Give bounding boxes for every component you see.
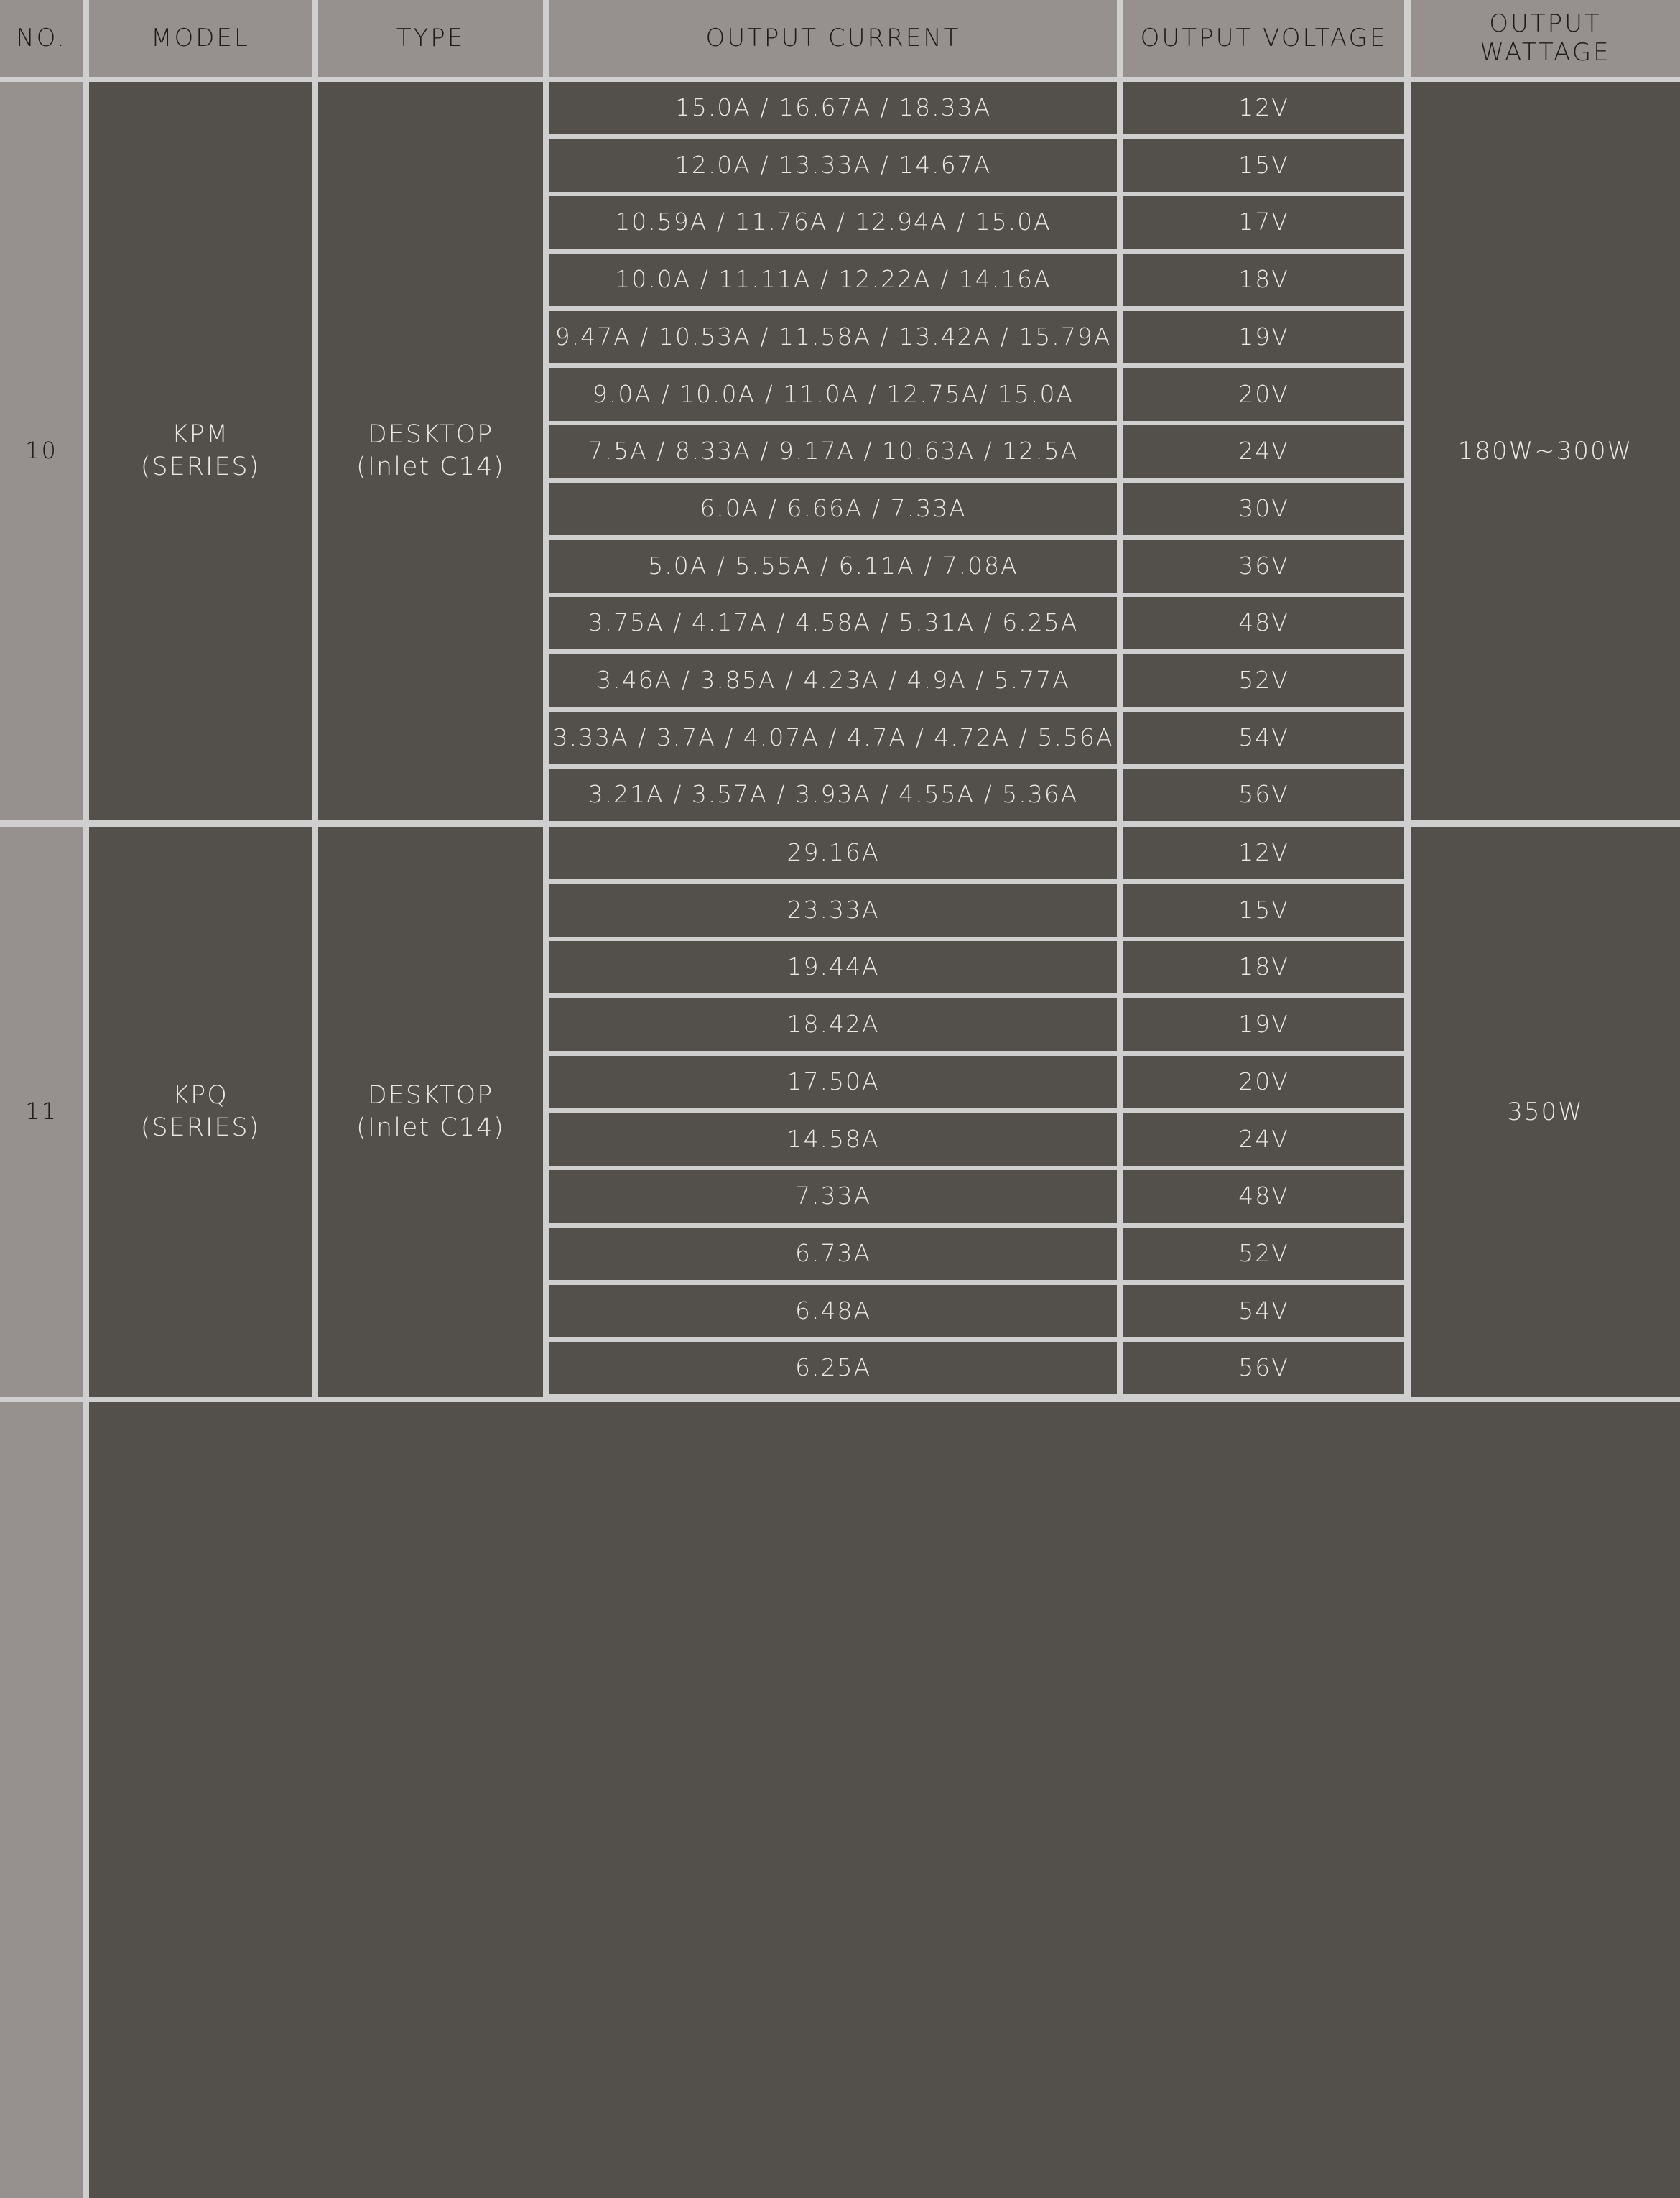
output-voltage-cell: 20V xyxy=(1123,1056,1404,1108)
output-current-cell: 10.0A / 11.11A / 12.22A / 14.16A xyxy=(549,254,1117,306)
output-voltage-cell: 15V xyxy=(1123,139,1404,192)
type-cell xyxy=(318,827,543,1397)
header-wattage-line2: WATTAGE xyxy=(1480,37,1611,67)
output-current-cell: 18.42A xyxy=(549,998,1117,1051)
output-current-cell: 6.25A xyxy=(549,1342,1117,1394)
header-output-voltage: OUTPUT VOLTAGE xyxy=(1123,0,1404,77)
output-current-cell: 3.21A / 3.57A / 3.93A / 4.55A / 5.36A xyxy=(549,769,1117,821)
output-current-cell: 3.33A / 3.7A / 4.07A / 4.7A / 4.72A / 5.56A xyxy=(549,712,1117,764)
header-model: MODEL xyxy=(89,0,312,77)
output-current-cell: 3.46A / 3.85A / 4.23A / 4.9A / 5.77A xyxy=(549,654,1117,707)
header-output-current: OUTPUT CURRENT xyxy=(549,0,1117,77)
output-voltage-cell: 54V xyxy=(1123,1285,1404,1337)
model-cell xyxy=(89,827,312,1397)
output-voltage-cell: 30V xyxy=(1123,483,1404,535)
output-voltage-cell: 56V xyxy=(1123,1342,1404,1394)
output-current-cell: 6.73A xyxy=(549,1228,1117,1280)
output-current-cell: 5.0A / 5.55A / 6.11A / 7.08A xyxy=(549,540,1117,593)
output-current-cell: 9.0A / 10.0A / 11.0A / 12.75A/ 15.0A xyxy=(549,368,1117,421)
output-voltage-cell: 48V xyxy=(1123,1170,1404,1223)
output-voltage-cell: 48V xyxy=(1123,597,1404,649)
output-voltage-cell: 52V xyxy=(1123,1228,1404,1280)
type-name: DESKTOP xyxy=(367,419,494,449)
output-voltage-cell: 19V xyxy=(1123,998,1404,1051)
output-voltage-cell: 56V xyxy=(1123,769,1404,821)
header-wattage-line1: OUTPUT xyxy=(1489,9,1602,39)
output-voltage-cell: 12V xyxy=(1123,82,1404,134)
output-current-cell: 29.16A xyxy=(549,827,1117,879)
wattage-cell: 350W xyxy=(1411,827,1680,1397)
output-voltage-cell: 15V xyxy=(1123,884,1404,937)
model-series: (SERIES) xyxy=(140,1113,261,1142)
output-current-cell: 14.58A xyxy=(549,1113,1117,1166)
header-output-wattage xyxy=(1411,0,1680,77)
wattage-cell: 180W~300W xyxy=(1411,82,1680,820)
output-current-cell: 7.5A / 8.33A / 9.17A / 10.63A / 12.5A xyxy=(549,425,1117,478)
model-name: KPQ xyxy=(172,1080,228,1110)
empty-number-column xyxy=(0,1402,83,2198)
output-current-cell: 6.0A / 6.66A / 7.33A xyxy=(549,483,1117,535)
output-current-cell: 10.59A / 11.76A / 12.94A / 15.0A xyxy=(549,196,1117,249)
output-voltage-cell: 24V xyxy=(1123,1113,1404,1166)
output-voltage-cell: 54V xyxy=(1123,712,1404,764)
output-current-cell: 19.44A xyxy=(549,941,1117,993)
output-current-cell: 6.48A xyxy=(549,1285,1117,1337)
output-voltage-cell: 12V xyxy=(1123,827,1404,879)
model-series: (SERIES) xyxy=(140,453,261,481)
group-number: 11 xyxy=(0,827,83,1397)
model-name: KPM xyxy=(171,419,230,449)
output-voltage-cell: 17V xyxy=(1123,196,1404,249)
group-number: 10 xyxy=(0,82,83,820)
output-voltage-cell: 19V xyxy=(1123,311,1404,363)
output-current-cell: 23.33A xyxy=(549,884,1117,937)
header-type: TYPE xyxy=(318,0,543,77)
output-voltage-cell: 36V xyxy=(1123,540,1404,593)
output-voltage-cell: 52V xyxy=(1123,654,1404,707)
type-name: DESKTOP xyxy=(367,1080,494,1110)
output-current-cell: 7.33A xyxy=(549,1170,1117,1223)
model-cell xyxy=(89,82,312,820)
output-current-cell: 12.0A / 13.33A / 14.67A xyxy=(549,139,1117,192)
output-current-cell: 17.50A xyxy=(549,1056,1117,1108)
output-voltage-cell: 24V xyxy=(1123,425,1404,478)
type-cell xyxy=(318,82,543,820)
output-voltage-cell: 18V xyxy=(1123,941,1404,993)
type-inlet: (Inlet C14) xyxy=(356,1113,505,1142)
output-current-cell: 9.47A / 10.53A / 11.58A / 13.42A / 15.79A xyxy=(549,311,1117,363)
empty-body-area xyxy=(89,1402,1680,2198)
header-no: NO. xyxy=(0,0,83,77)
output-current-cell: 15.0A / 16.67A / 18.33A xyxy=(549,82,1117,134)
type-inlet: (Inlet C14) xyxy=(356,453,505,481)
output-current-cell: 3.75A / 4.17A / 4.58A / 5.31A / 6.25A xyxy=(549,597,1117,649)
output-voltage-cell: 20V xyxy=(1123,368,1404,421)
output-voltage-cell: 18V xyxy=(1123,254,1404,306)
